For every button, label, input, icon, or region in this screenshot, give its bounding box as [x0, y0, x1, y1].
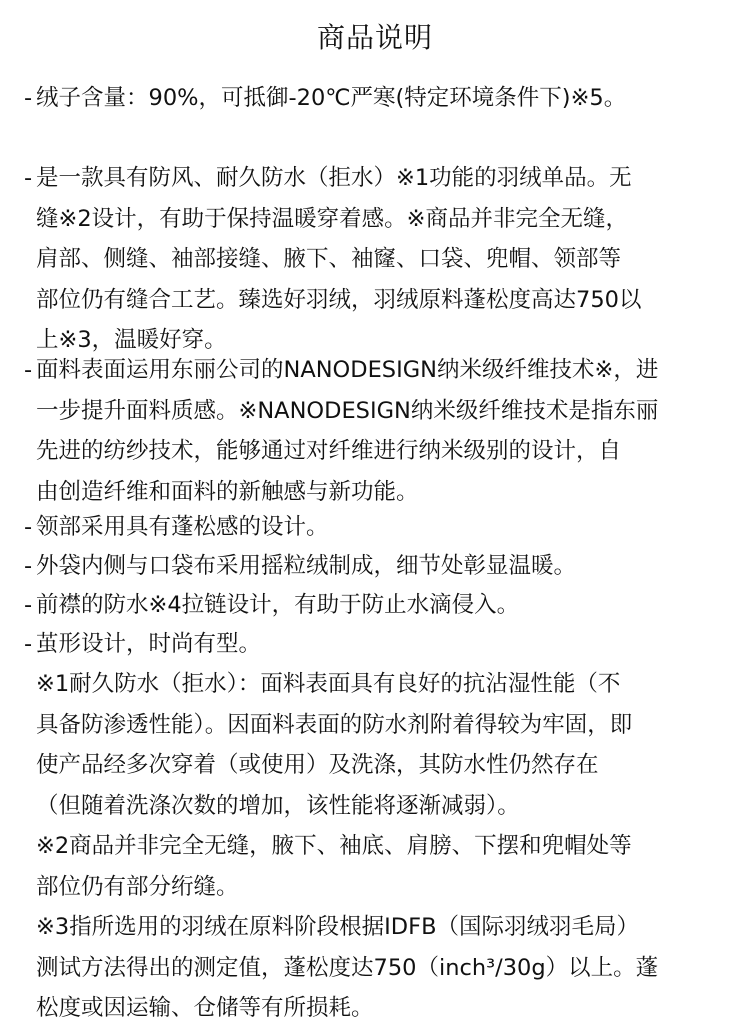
- footnote-line: ※2商品并非完全无缝，腋下、袖底、肩膀、下摆和兜帽处等: [36, 833, 632, 859]
- list-item-line: - 面料表面运用东丽公司的NANODESIGN纳米级纤维技术※，进: [24, 350, 736, 391]
- footnote-line: （但随着洗涤次数的增加，该性能将逐渐减弱）。: [36, 792, 520, 819]
- list-item-windproof-feature: [24, 158, 736, 361]
- list-item-line: - 茧形设计，时尚有型。: [24, 624, 736, 665]
- page-title: 商品说明: [316, 21, 433, 54]
- footnote-line: 具备防渗透性能）。因面料表面的防水剂附着得较为牢固，即: [36, 711, 633, 738]
- list-item-line: - 绒子含量：90%，可抵御-20℃严寒(特定环境条件下)※5。: [24, 78, 736, 119]
- list-item-down-content: [24, 78, 736, 119]
- bullet-dash: -: [24, 553, 33, 579]
- list-item-fabric-technology: [24, 350, 736, 512]
- list-item-cocoon-shape: [24, 624, 736, 665]
- list-item-line: - 前襟的防水※4拉链设计，有助于防止水滴侵入。: [24, 585, 736, 626]
- bullet-dash: -: [24, 165, 33, 191]
- footnote-line: 部位仍有部分绗缝。: [36, 873, 239, 900]
- list-item-collar: [24, 507, 736, 548]
- list-item-line: - 外袋内侧与口袋布采用摇粒绒制成，细节处彰显温暖。: [24, 546, 736, 587]
- list-item-line: 一步提升面料质感。※NANODESIGN纳米级纤维技术是指东丽: [36, 397, 659, 424]
- list-item-line: - 是一款具有防风、耐久防水（拒水）※1功能的羽绒单品。无: [24, 158, 736, 199]
- footnote-line: ※1耐久防水（拒水）：面料表面具有良好的抗沾湿性能（不: [36, 671, 621, 697]
- bullet-dash: -: [24, 357, 33, 383]
- list-item-line: 部位仍有缝合工艺。臻选好羽绒，羽绒原料蓬松度高达750以: [36, 286, 642, 313]
- list-item-pocket: [24, 546, 736, 587]
- bullet-dash: -: [24, 631, 33, 657]
- list-item-line: - 领部采用具有蓬松感的设计。: [24, 507, 736, 548]
- list-item-line: 由创造纤维和面料的新触感与新功能。: [36, 478, 419, 505]
- list-item-line: 缝※2设计，有助于保持温暖穿着感。※商品并非完全无缝，: [36, 205, 629, 232]
- bullet-dash: -: [24, 592, 33, 618]
- footnote-line: 测试方法得出的测定值，蓬松度达750（inch³/30g）以上。蓬: [36, 954, 659, 981]
- bullet-dash: -: [24, 85, 33, 111]
- list-item-line: 先进的纺纱技术，能够通过对纤维进行纳米级别的设计，自: [36, 438, 622, 464]
- bullet-dash: -: [24, 514, 33, 540]
- footnote-line: 松度或因运输、仓储等有所损耗。: [36, 995, 374, 1021]
- list-item-line: 肩部、侧缝、袖部接缝、腋下、袖窿、口袋、兜帽、领部等: [36, 246, 622, 272]
- footnotes: [36, 664, 736, 1029]
- footnote-line: 使产品经多次穿着（或使用）及洗涤，其防水性仍然存在: [36, 752, 599, 778]
- list-item-zipper: [24, 585, 736, 626]
- list-item-line: 上※3，温暖好穿。: [36, 327, 227, 353]
- footnote-line: ※3指所选用的羽绒在原料阶段根据IDFB（国际羽绒羽毛局）: [36, 914, 640, 940]
